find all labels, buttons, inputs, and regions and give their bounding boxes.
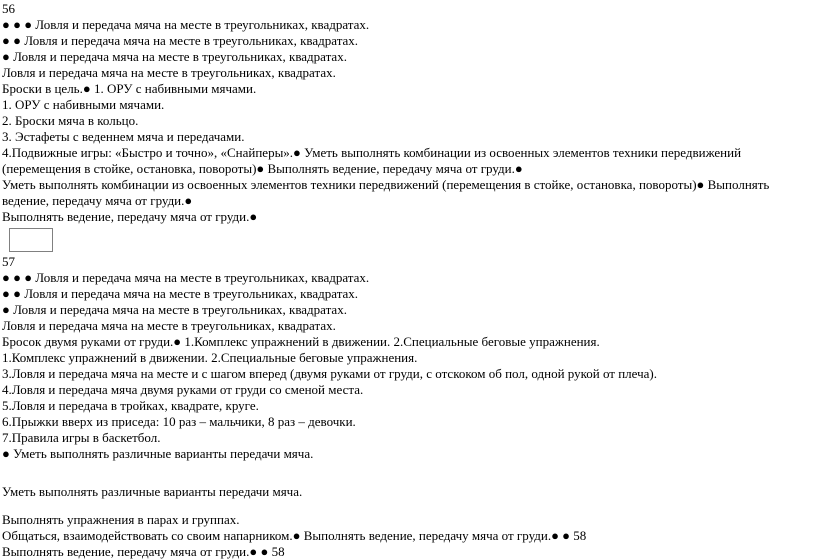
text-line: 3.Ловля и передача мяча на месте и с шагом вперед (двумя руками от груди, с отскоком об пол, одной рукой от плеча). — [2, 366, 658, 381]
text-line: ● ● ● Ловля и передача мяча на месте в треугольниках, квадратах. — [2, 17, 370, 32]
text-line: Ловля и передача мяча на месте в треугольниках, квадратах. — [2, 65, 336, 80]
text-line: 4.Ловля и передача мяча двумя руками от груди со сменой места. — [2, 382, 364, 397]
text-line: Выполнять упражнения в парах и группах. — [2, 512, 240, 527]
text-paragraph: 4.Подвижные игры: «Быстро и точно», «Снайперы».● Уметь выполнять комбинации из освоенных элементов техники передвижений (перемещения в стойке, остановка, повороты)● Выполнять ведение, передачу мяча от груди.● — [2, 145, 742, 176]
text-line: ● ● Ловля и передача мяча на месте в треугольниках, квадратах. — [2, 286, 359, 301]
text-line: Бросок двумя руками от груди.● 1.Комплекс упражнений в движении. 2.Специальные беговые упражнения. — [2, 334, 600, 349]
text-line: 6.Прыжки вверх из приседа: 10 раз – мальчики, 8 раз – девочки. — [2, 414, 356, 429]
text-line: Ловля и передача мяча на месте в треугольниках, квадратах. — [2, 318, 336, 333]
text-line: 1. ОРУ с набивными мячами. — [2, 97, 165, 112]
text-line: Броски в цель.● 1. ОРУ с набивными мячами. — [2, 81, 257, 96]
empty-frame — [9, 228, 53, 252]
text-line: ● ● ● Ловля и передача мяча на месте в треугольниках, квадратах. — [2, 270, 370, 285]
page-number: 57 — [2, 254, 15, 269]
text-line: Выполнять ведение, передачу мяча от груди.● — [2, 209, 258, 224]
text-line: 2. Броски мяча в кольцо. — [2, 113, 139, 128]
document — [2, 1, 814, 560]
text-line: ● Ловля и передача мяча на месте в треугольниках, квадратах. — [2, 49, 347, 64]
text-paragraph: Уметь выполнять комбинации из освоенных элементов техники передвижений (перемещения в стойке, остановка, повороты)● Выполнять ведение, передачу мяча от груди.● — [2, 177, 770, 208]
text-line: ● Уметь выполнять различные варианты передачи мяча. — [2, 446, 314, 461]
text-line: Выполнять ведение, передачу мяча от груди.● ● 58 — [2, 544, 285, 559]
text-line: Общаться, взаимодействовать со своим напарником.● Выполнять ведение, передачу мяча от груди.● ● 58 — [2, 528, 587, 543]
page-number: 56 — [2, 1, 15, 16]
text-line: ● ● Ловля и передача мяча на месте в треугольниках, квадратах. — [2, 33, 359, 48]
text-line: ● Ловля и передача мяча на месте в треугольниках, квадратах. — [2, 302, 347, 317]
text-line: 5.Ловля и передача в тройках, квадрате, круге. — [2, 398, 259, 413]
text-line: Уметь выполнять различные варианты передачи мяча. — [2, 484, 303, 499]
text-line: 7.Правила игры в баскетбол. — [2, 430, 161, 445]
text-line: 1.Комплекс упражнений в движении. 2.Специальные беговые упражнения. — [2, 350, 418, 365]
text-line: 3. Эстафеты с веденнем мяча и передачами. — [2, 129, 245, 144]
